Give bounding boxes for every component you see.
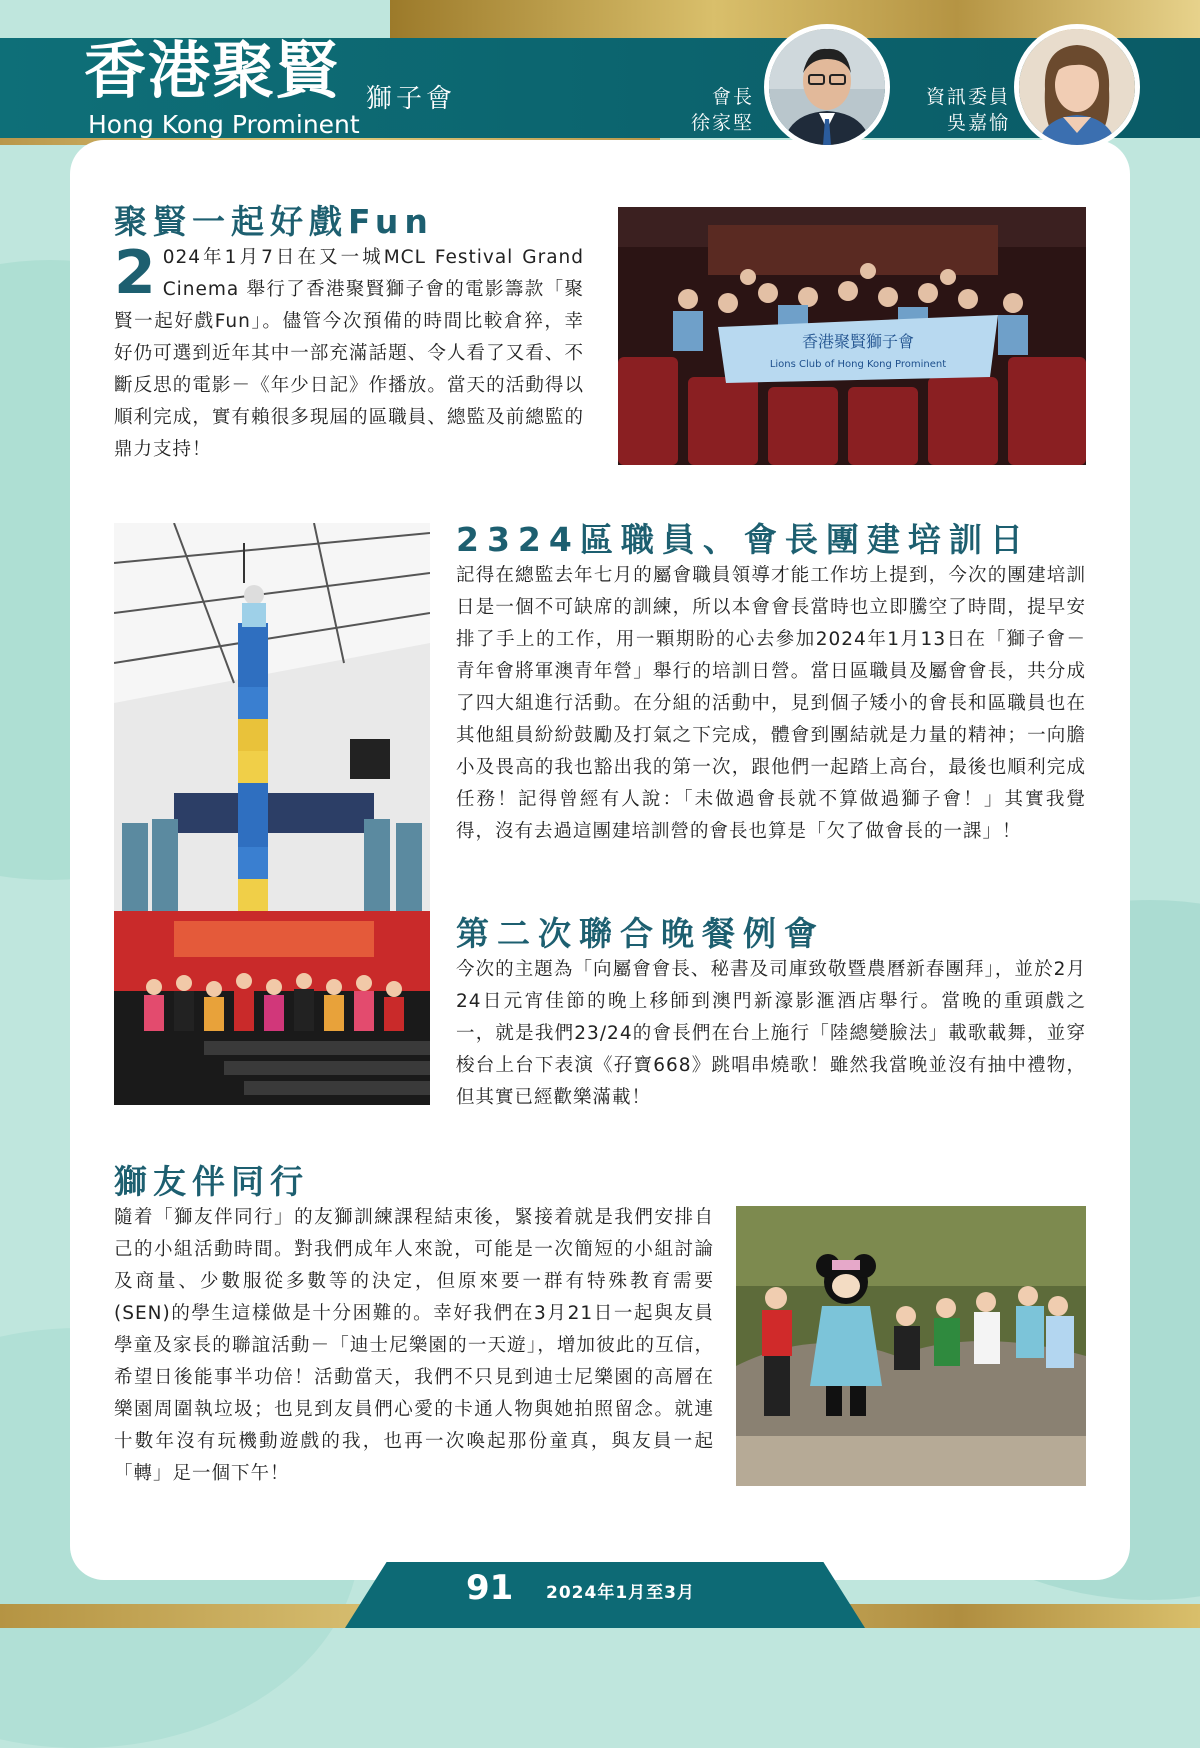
president-name: 徐家堅	[690, 112, 754, 134]
club-title-en: Hong Kong Prominent	[88, 110, 360, 139]
issue-date: 2024年1月至3月	[546, 1583, 695, 1603]
section-body-training: 記得在總監去年七月的屬會職員領導才能工作坊上提到，今次的團建培訓日是一個不可缺席的訓練，所以本會會長當時也立即騰空了時間，提早安排了手上的工作，用一顆期盼的心去參加2024年1月13日在「獅子會－青年會將軍澳青年營」舉行的培訓日營。當日區職員及屬會會長，共分成了四大組進行活動。在分組的活動中，見到個子矮小的會長和區職員也在其他組員紛紛鼓勵及打氣之下完成，體會到團結就是力量的精神；一向膽小及畏高的我也豁出我的第一次，跟他們一起踏上高台，最後也順利完成任務！記得曾經有人說：「未做過會長就不算做過獅子會！」其實我覺得，沒有去過這團建培訓營的會長也算是「欠了做會長的一課」！	[456, 565, 1086, 842]
section-body-companion: 隨着「獅友伴同行」的友獅訓練課程結束後，緊接着就是我們安排自己的小組活動時間。對我們成年人來說，可能是一次簡短的小組討論及商量、少數服從多數等的決定，但原來要一群有特殊教育需要(SEN)的學生這樣做是十分困難的。幸好我們在3月21日一起與友員學童及家長的聯誼活動－「迪士尼樂園的一天遊」，增加彼此的互信，希望日後能事半功倍！活動當天，我們不只見到迪士尼樂園的高層在樂園周圍執垃圾；也見到友員們心愛的卡通人物與她拍照留念。就連十數年沒有玩機動遊戲的我，也再一次喚起那份童真，與友員一起「轉」足一個下午！	[114, 1207, 714, 1484]
movie-text: 024年1月7日在又一城MCL Festival Grand Cinema 舉行了香港聚賢獅子會的電影籌款「聚賢一起好戲Fun」。儘管今次預備的時間比較倉猝，幸好仍可選到近年其中一部充滿話題、令人看了又看、不斷反思的電影－《年少日記》作播放。當天的活動得以順利完成，實有賴很多現屆的區職員、總監及前總監的鼎力支持！	[114, 247, 584, 460]
photo-crate-climb	[114, 523, 430, 911]
info-officer-credit	[900, 84, 1010, 136]
info-officer-name: 吳嘉愉	[946, 112, 1010, 134]
president-role: 會長	[711, 86, 754, 108]
president-credit	[650, 84, 754, 136]
section-heading-training: 2324區職員、會長團建培訓日	[456, 520, 1031, 559]
section-heading-companion: 獅友伴同行	[114, 1162, 309, 1201]
photo-disney-group	[736, 1206, 1086, 1486]
photo-dinner-stage	[114, 911, 430, 1105]
info-officer-avatar	[1014, 24, 1140, 150]
page-number: 91	[466, 1568, 514, 1608]
club-title: 香港聚賢	[84, 34, 341, 107]
section-heading-dinner: 第二次聯合晚餐例會	[456, 914, 825, 953]
banner-text-en: Lions Club of Hong Kong Prominent	[769, 359, 947, 370]
drop-cap: 2	[114, 238, 157, 308]
photo-cinema-group	[618, 207, 1086, 465]
section-heading-movie: 聚賢一起好戲Fun	[114, 202, 434, 241]
banner-text: 香港聚賢獅子會	[801, 332, 915, 351]
info-officer-role: 資訊委員	[925, 86, 1010, 108]
president-avatar	[764, 24, 890, 150]
club-title-suffix: 獅子會	[366, 84, 457, 114]
section-body-dinner: 今次的主題為「向屬會會長、秘書及司庫致敬暨農曆新春團拜」，並於2月24日元宵佳節的晚上移師到澳門新濠影滙酒店舉行。當晚的重頭戲之一，就是我們23/24的會長們在台上施行「陸總變臉法」載歌載舞，並穿梭台上台下表演《孖寶668》跳唱串燒歌！雖然我當晚並沒有抽中禮物，但其實已經歡樂滿載！	[456, 959, 1086, 1108]
section-body-movie	[114, 238, 584, 466]
